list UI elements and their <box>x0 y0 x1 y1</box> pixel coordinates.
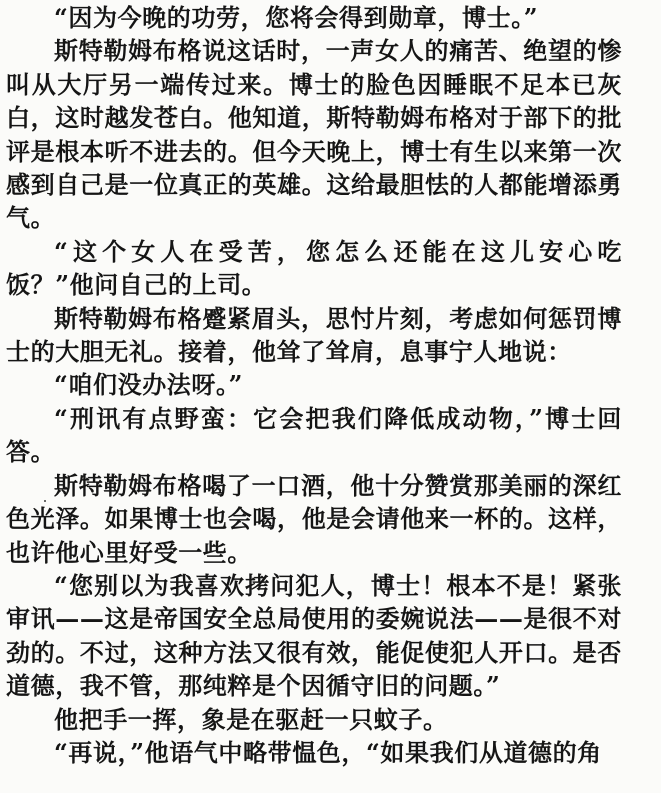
paragraph: “这个女人在受苦，您怎么还能在这儿安心吃饭？”他问自己的上司。 <box>6 236 622 300</box>
paragraph: 斯特勒姆布格蹙紧眉头，思忖片刻，考虑如何惩罚博士的大胆无礼。接着，他耸了耸肩，息事宁人地说： <box>6 303 622 367</box>
paragraph: 斯特勒姆布格喝了一口酒，他十分赞赏那美丽的深红色光泽。如果博士也会喝，他是会请他来一杯的。这样，也许他心里好受一些。 <box>6 470 622 567</box>
paragraph: “再说，”他语气中略带愠色，“如果我们从道德的角 <box>54 737 602 767</box>
paragraph: 他把手一挥，象是在驱赶一只蚊子。 <box>54 704 448 734</box>
print-speck <box>44 500 46 502</box>
paragraph: “咱们没办法呀。” <box>54 370 244 400</box>
paragraph: “因为今晚的功劳，您将会得到勋章，博士。” <box>54 3 539 32</box>
paragraph: 斯特勒姆布格说这话时，一声女人的痛苦、绝望的惨叫从大厅另一端传过来。博士的脸色因睡眠不足本已灰白，这时越发苍白。他知道，斯特勒姆布格对于部下的批评是根本听不进去的。但今天晚上，博士有生以来第一次感到自己是一位真正的英雄。这给最胆怯的人都能增添勇气。 <box>6 36 622 233</box>
paragraph: “您别以为我喜欢拷问犯人，博士！根本不是！紧张审讯——这是帝国安全总局使用的委婉说法——是很不对劲的。不过，这种方法又很有效，能促使犯人开口。是否道德，我不管，那纯粹是个因循守旧的问题。” <box>6 570 622 701</box>
text-column <box>6 1 622 769</box>
paragraph: “刑讯有点野蛮：它会把我们降低成动物，”博士回答。 <box>6 403 622 467</box>
